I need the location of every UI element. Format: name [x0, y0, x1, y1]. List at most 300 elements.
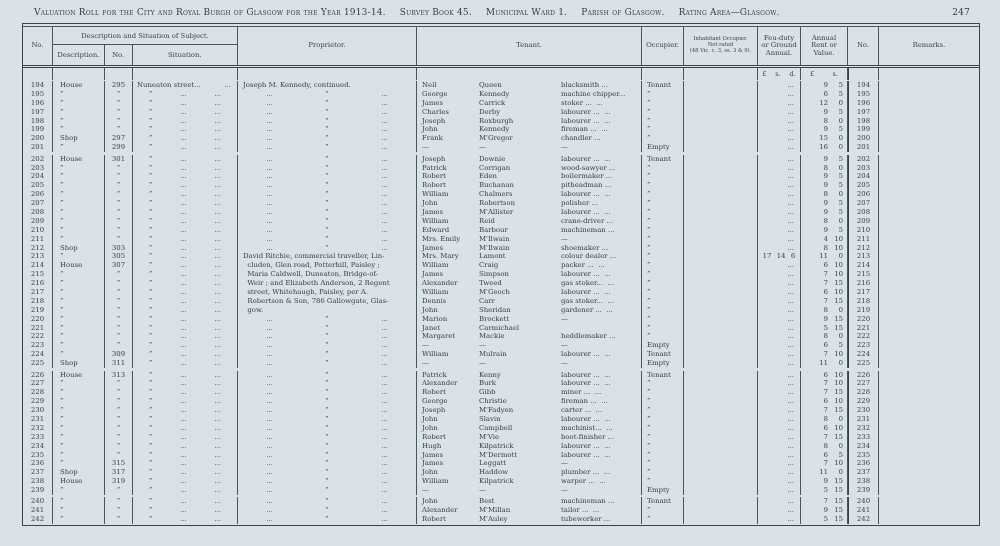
cell-feu-duty: ... — [758, 172, 801, 181]
cell-situation: ” ... ... — [133, 388, 238, 397]
cell-inhabitant-occupier — [684, 486, 758, 495]
cell-inhabitant-occupier — [684, 433, 758, 442]
cell-description: Shop — [53, 359, 105, 368]
cell-no: 222 — [23, 332, 53, 341]
cell-no2: 230 — [848, 406, 879, 415]
cell-remarks — [879, 252, 979, 261]
cell-occupier: ” — [642, 244, 684, 253]
cell-no2: 239 — [848, 486, 879, 495]
cell-inhabitant-occupier — [684, 497, 758, 506]
cell-inhabitant-occupier — [684, 350, 758, 359]
cell-description: ” — [53, 388, 105, 397]
cell-tenant: Alexander Burk labourer ... ... — [417, 379, 642, 388]
cell-situation: ” ... ... — [133, 134, 238, 143]
cell-inhabitant-occupier — [684, 143, 758, 152]
cell-situation: ” ... ... — [133, 208, 238, 217]
table-row — [23, 199, 979, 208]
table-row — [23, 81, 979, 90]
cell-situation: ” ... ... — [133, 279, 238, 288]
cell-description: ” — [53, 235, 105, 244]
cell-situation: ” ... ... — [133, 506, 238, 515]
cell-rent: 16 0 — [801, 143, 848, 152]
cell-no: 235 — [23, 451, 53, 460]
cell-occupier: ” — [642, 459, 684, 468]
cell-no2: 225 — [848, 359, 879, 368]
cell-street-no: ” — [105, 279, 133, 288]
cell-street-no: ” — [105, 388, 133, 397]
col-group-description-situation — [53, 27, 238, 65]
cell-street-no: 299 — [105, 143, 133, 152]
cell-description: ” — [53, 90, 105, 99]
cell-remarks — [879, 117, 979, 126]
cell-street-no: 301 — [105, 155, 133, 164]
cell-situation: ” ... ... — [133, 99, 238, 108]
page-title: Valuation Roll for the City and Royal Burgh of Glasgow for the Year 1913-14. — [34, 8, 386, 18]
cell-description: ” — [53, 270, 105, 279]
cell-situation: ” ... ... — [133, 270, 238, 279]
cell-situation: ” ... ... — [133, 90, 238, 99]
cell-inhabitant-occupier — [684, 81, 758, 90]
cell-description: ” — [53, 397, 105, 406]
cell-no: 223 — [23, 341, 53, 350]
cell-remarks — [879, 164, 979, 173]
cell-no2: 231 — [848, 415, 879, 424]
cell-tenant: Margaret Mackie heddlemaker ... — [417, 332, 642, 341]
cell-description: Shop — [53, 134, 105, 143]
cell-description: ” — [53, 99, 105, 108]
cell-feu-duty: ... — [758, 324, 801, 333]
cell-rent: 7 15 — [801, 406, 848, 415]
cell-remarks — [879, 155, 979, 164]
table-row — [23, 515, 979, 524]
cell-no2: 195 — [848, 90, 879, 99]
cell-occupier: ” — [642, 388, 684, 397]
cell-occupier: ” — [642, 288, 684, 297]
col-header-remarks: Remarks. — [912, 41, 946, 50]
cell-remarks — [879, 486, 979, 495]
cell-tenant: John Haddow plumber ... ... — [417, 468, 642, 477]
cell-no: 239 — [23, 486, 53, 495]
cell-proprietor: ... ” ... — [238, 332, 417, 341]
cell-occupier: ” — [642, 406, 684, 415]
cell-no2: 242 — [848, 515, 879, 524]
cell-tenant: John Kennedy fireman ... ... — [417, 125, 642, 134]
cell-no: 241 — [23, 506, 53, 515]
cell-situation: ” ... ... — [133, 324, 238, 333]
cell-proprietor: ... ” ... — [238, 459, 417, 468]
cell-street-no: ” — [105, 506, 133, 515]
cell-proprietor: Maria Caldwell, Duneaton, Bridge-of- — [238, 270, 417, 279]
cell-street-no: ” — [105, 270, 133, 279]
cell-street-no: 319 — [105, 477, 133, 486]
cell-inhabitant-occupier — [684, 388, 758, 397]
table-row — [23, 208, 979, 217]
cell-rent: 7 15 — [801, 388, 848, 397]
units-row — [23, 68, 979, 80]
cell-remarks — [879, 406, 979, 415]
table-row — [23, 235, 979, 244]
cell-situation: ” ... ... — [133, 379, 238, 388]
cell-occupier: ” — [642, 199, 684, 208]
cell-description: ” — [53, 164, 105, 173]
cell-situation: ” ... ... — [133, 332, 238, 341]
cell-no: 215 — [23, 270, 53, 279]
cell-tenant: Robert Gibb miner ... ... — [417, 388, 642, 397]
cell-description: ” — [53, 306, 105, 315]
cell-street-no: ” — [105, 424, 133, 433]
col-header-description: Description. — [53, 45, 105, 65]
cell-tenant: Mrs. Emily M'Ilwain — — [417, 235, 642, 244]
cell-remarks — [879, 424, 979, 433]
cell-feu-duty: ... — [758, 134, 801, 143]
cell-occupier: ” — [642, 181, 684, 190]
cell-street-no: ” — [105, 125, 133, 134]
cell-situation: ” ... ... — [133, 235, 238, 244]
cell-rent: 7 15 — [801, 297, 848, 306]
cell-rent: 7 10 — [801, 350, 848, 359]
cell-street-no: ” — [105, 515, 133, 524]
col-header-no2: No. — [848, 27, 879, 65]
cell-no: 205 — [23, 181, 53, 190]
cell-rent: 12 0 — [801, 99, 848, 108]
cell-situation: ” ... ... — [133, 306, 238, 315]
cell-situation: ” ... ... — [133, 117, 238, 126]
cell-tenant: — — — — [417, 341, 642, 350]
cell-occupier: ” — [642, 506, 684, 515]
cell-rent: 9 5 — [801, 125, 848, 134]
cell-no: 214 — [23, 261, 53, 270]
cell-remarks — [879, 172, 979, 181]
cell-no: 212 — [23, 244, 53, 253]
table-row — [23, 379, 979, 388]
cell-situation: ” ... ... — [133, 371, 238, 380]
table-row — [23, 506, 979, 515]
cell-remarks — [879, 359, 979, 368]
cell-feu-duty: ... — [758, 90, 801, 99]
cell-proprietor: ... ” ... — [238, 217, 417, 226]
cell-remarks — [879, 90, 979, 99]
cell-description: House — [53, 261, 105, 270]
cell-occupier: ” — [642, 306, 684, 315]
cell-street-no: ” — [105, 379, 133, 388]
cell-rent: 9 5 — [801, 226, 848, 235]
cell-occupier: ” — [642, 468, 684, 477]
cell-remarks — [879, 477, 979, 486]
cell-situation: ” ... ... — [133, 341, 238, 350]
cell-rent: 8 0 — [801, 117, 848, 126]
cell-remarks — [879, 199, 979, 208]
cell-no: 236 — [23, 459, 53, 468]
cell-rent: 11 0 — [801, 252, 848, 261]
cell-no: 231 — [23, 415, 53, 424]
cell-no2: 240 — [848, 497, 879, 506]
cell-occupier: ” — [642, 90, 684, 99]
cell-no: 226 — [23, 371, 53, 380]
col-header-no: No. — [23, 27, 53, 65]
cell-occupier: Tenant — [642, 350, 684, 359]
cell-situation: ” ... ... — [133, 288, 238, 297]
cell-inhabitant-occupier — [684, 468, 758, 477]
cell-situation: ” ... ... — [133, 172, 238, 181]
cell-description: Shop — [53, 468, 105, 477]
cell-no2: 204 — [848, 172, 879, 181]
cell-description: ” — [53, 497, 105, 506]
cell-rent: 11 0 — [801, 468, 848, 477]
cell-occupier: Tenant — [642, 497, 684, 506]
cell-tenant: James Simpson labourer ... ... — [417, 270, 642, 279]
cell-situation: ” ... ... — [133, 397, 238, 406]
cell-remarks — [879, 332, 979, 341]
cell-feu-duty: ... — [758, 208, 801, 217]
cell-rent: 6 5 — [801, 341, 848, 350]
cell-description: ” — [53, 332, 105, 341]
cell-rent: 5 15 — [801, 486, 848, 495]
cell-remarks — [879, 226, 979, 235]
cell-description: ” — [53, 379, 105, 388]
cell-no: 232 — [23, 424, 53, 433]
cell-inhabitant-occupier — [684, 477, 758, 486]
cell-feu-duty: ... — [758, 379, 801, 388]
cell-description: House — [53, 81, 105, 90]
cell-no: 208 — [23, 208, 53, 217]
cell-no2: 197 — [848, 108, 879, 117]
cell-tenant: James Leggatt — — [417, 459, 642, 468]
cell-inhabitant-occupier — [684, 217, 758, 226]
cell-no2: 233 — [848, 433, 879, 442]
cell-rent: 9 5 — [801, 172, 848, 181]
table-row — [23, 226, 979, 235]
col-header-inhabitant-occupier: Inhabitant Occupier. Not rated (48 Vic. c. 3, ss. 3 & 9). — [684, 27, 758, 65]
parish-label: Parish of Glasgow. — [581, 8, 665, 18]
cell-street-no: ” — [105, 332, 133, 341]
cell-street-no: 295 — [105, 81, 133, 90]
cell-tenant: Alexander Tweed gas stoker... ... — [417, 279, 642, 288]
cell-no: 220 — [23, 315, 53, 324]
cell-no2: 221 — [848, 324, 879, 333]
cell-no2: 211 — [848, 235, 879, 244]
cell-description: ” — [53, 181, 105, 190]
cell-proprietor: street, Whitehaugh, Paisley, per A. — [238, 288, 417, 297]
cell-street-no: 303 — [105, 244, 133, 253]
cell-proprietor: David Ritchie, commercial traveller, Lin- — [238, 252, 417, 261]
cell-street-no: ” — [105, 90, 133, 99]
cell-occupier: ” — [642, 226, 684, 235]
table-row — [23, 297, 979, 306]
cell-remarks — [879, 217, 979, 226]
cell-proprietor: ... ” ... — [238, 172, 417, 181]
cell-tenant: John Slavin labourer ... ... — [417, 415, 642, 424]
cell-no: 203 — [23, 164, 53, 173]
cell-no: 228 — [23, 388, 53, 397]
cell-proprietor: ... ” ... — [238, 442, 417, 451]
table-row — [23, 359, 979, 368]
cell-description: ” — [53, 515, 105, 524]
table-row — [23, 477, 979, 486]
cell-proprietor: ... ” ... — [238, 371, 417, 380]
cell-occupier: ” — [642, 108, 684, 117]
cell-tenant: William Chalmers labourer ... ... — [417, 190, 642, 199]
cell-remarks — [879, 244, 979, 253]
cell-feu-duty: ... — [758, 226, 801, 235]
cell-tenant: Robert Eden boilermaker ... — [417, 172, 642, 181]
cell-street-no: ” — [105, 451, 133, 460]
table-row — [23, 341, 979, 350]
cell-street-no: ” — [105, 226, 133, 235]
cell-description: ” — [53, 406, 105, 415]
cell-inhabitant-occupier — [684, 359, 758, 368]
cell-inhabitant-occupier — [684, 415, 758, 424]
cell-no2: 209 — [848, 217, 879, 226]
cell-tenant: Hugh Kilpatrick labourer ... ... — [417, 442, 642, 451]
cell-rent: 8 0 — [801, 164, 848, 173]
cell-occupier: Empty — [642, 143, 684, 152]
cell-proprietor: ... ” ... — [238, 350, 417, 359]
cell-description: ” — [53, 143, 105, 152]
cell-tenant: Robert M'Auley tubeworker ... — [417, 515, 642, 524]
cell-no2: 206 — [848, 190, 879, 199]
cell-description: ” — [53, 315, 105, 324]
cell-rent: 8 0 — [801, 306, 848, 315]
cell-street-no: ” — [105, 306, 133, 315]
cell-no: 213 — [23, 252, 53, 261]
cell-tenant: Joseph M'Fadyen carter ... ... — [417, 406, 642, 415]
cell-occupier: ” — [642, 515, 684, 524]
cell-street-no: ” — [105, 117, 133, 126]
cell-inhabitant-occupier — [684, 181, 758, 190]
cell-tenant: John Best machineman ... — [417, 497, 642, 506]
cell-remarks — [879, 288, 979, 297]
cell-description: Shop — [53, 244, 105, 253]
cell-feu-duty: ... — [758, 125, 801, 134]
cell-no2: 232 — [848, 424, 879, 433]
cell-no2: 238 — [848, 477, 879, 486]
cell-street-no: ” — [105, 397, 133, 406]
table-row — [23, 315, 979, 324]
cell-occupier: ” — [642, 315, 684, 324]
cell-remarks — [879, 515, 979, 524]
cell-occupier: ” — [642, 134, 684, 143]
cell-street-no: ” — [105, 164, 133, 173]
cell-no2: 226 — [848, 371, 879, 380]
cell-no: 238 — [23, 477, 53, 486]
cell-no: 209 — [23, 217, 53, 226]
cell-rent: 9 15 — [801, 477, 848, 486]
cell-proprietor: ... ” ... — [238, 406, 417, 415]
cell-tenant: Robert M'Vie boot-finisher ... — [417, 433, 642, 442]
cell-no2: 214 — [848, 261, 879, 270]
cell-description: ” — [53, 199, 105, 208]
cell-description: House — [53, 155, 105, 164]
cell-no2: 237 — [848, 468, 879, 477]
cell-feu-duty: ... — [758, 117, 801, 126]
cell-situation: ” ... ... — [133, 297, 238, 306]
cell-feu-duty: ... — [758, 486, 801, 495]
cell-occupier: ” — [642, 424, 684, 433]
cell-description: ” — [53, 506, 105, 515]
cell-no2: 234 — [848, 442, 879, 451]
cell-no2: 199 — [848, 125, 879, 134]
cell-situation: ” ... ... — [133, 155, 238, 164]
cell-proprietor: ... ” ... — [238, 235, 417, 244]
cell-no: 217 — [23, 288, 53, 297]
col-group-title: Description and Situation of Subject. — [53, 27, 237, 45]
cell-no: 198 — [23, 117, 53, 126]
cell-no: 219 — [23, 306, 53, 315]
cell-description: ” — [53, 424, 105, 433]
cell-inhabitant-occupier — [684, 261, 758, 270]
page-header-titles — [34, 8, 780, 18]
cell-rent: 8 10 — [801, 244, 848, 253]
cell-feu-duty: ... — [758, 506, 801, 515]
table-row — [23, 486, 979, 495]
cell-remarks — [879, 190, 979, 199]
cell-no2: 217 — [848, 288, 879, 297]
cell-situation: ” ... ... — [133, 424, 238, 433]
cell-no2: 213 — [848, 252, 879, 261]
cell-remarks — [879, 108, 979, 117]
cell-tenant: Alexander M'Millan tailor ... ... — [417, 506, 642, 515]
cell-street-no: ” — [105, 199, 133, 208]
cell-street-no: ” — [105, 442, 133, 451]
cell-street-no: ” — [105, 415, 133, 424]
cell-occupier: ” — [642, 172, 684, 181]
cell-feu-duty: ... — [758, 497, 801, 506]
cell-situation: ” ... ... — [133, 359, 238, 368]
cell-tenant: James Carrick stoker ... ... — [417, 99, 642, 108]
cell-situation: ” ... ... — [133, 108, 238, 117]
cell-occupier: ” — [642, 324, 684, 333]
cell-tenant: James M'Ilwain shoemaker ... — [417, 244, 642, 253]
cell-street-no: ” — [105, 324, 133, 333]
cell-description: ” — [53, 108, 105, 117]
cell-occupier: ” — [642, 117, 684, 126]
cell-tenant: Robert Buchanan pitheadman ... — [417, 181, 642, 190]
cell-no2: 229 — [848, 397, 879, 406]
table-header — [23, 26, 979, 68]
cell-no: 216 — [23, 279, 53, 288]
cell-inhabitant-occupier — [684, 324, 758, 333]
cell-street-no: 297 — [105, 134, 133, 143]
cell-street-no: ” — [105, 108, 133, 117]
cell-no2: 227 — [848, 379, 879, 388]
table-row — [23, 397, 979, 406]
cell-no2: 215 — [848, 270, 879, 279]
cell-no: 201 — [23, 143, 53, 152]
cell-rent: 8 0 — [801, 332, 848, 341]
cell-no: 218 — [23, 297, 53, 306]
cell-remarks — [879, 235, 979, 244]
cell-occupier: Tenant — [642, 371, 684, 380]
cell-no2: 219 — [848, 306, 879, 315]
page-number: 247 — [952, 8, 970, 18]
col-header-street-no: No. — [105, 45, 133, 65]
cell-street-no: 309 — [105, 350, 133, 359]
cell-remarks — [879, 261, 979, 270]
cell-remarks — [879, 442, 979, 451]
cell-tenant: Patrick Kenny labourer ... ... — [417, 371, 642, 380]
cell-inhabitant-occupier — [684, 155, 758, 164]
cell-feu-duty: ... — [758, 297, 801, 306]
cell-situation: ” ... ... — [133, 497, 238, 506]
cell-situation: ” ... ... — [133, 442, 238, 451]
cell-situation: ” ... ... — [133, 164, 238, 173]
table-row — [23, 288, 979, 297]
cell-proprietor: ... ” ... — [238, 415, 417, 424]
cell-rent: 9 15 — [801, 506, 848, 515]
cell-no2: 198 — [848, 117, 879, 126]
cell-inhabitant-occupier — [684, 125, 758, 134]
table-row — [23, 371, 979, 380]
